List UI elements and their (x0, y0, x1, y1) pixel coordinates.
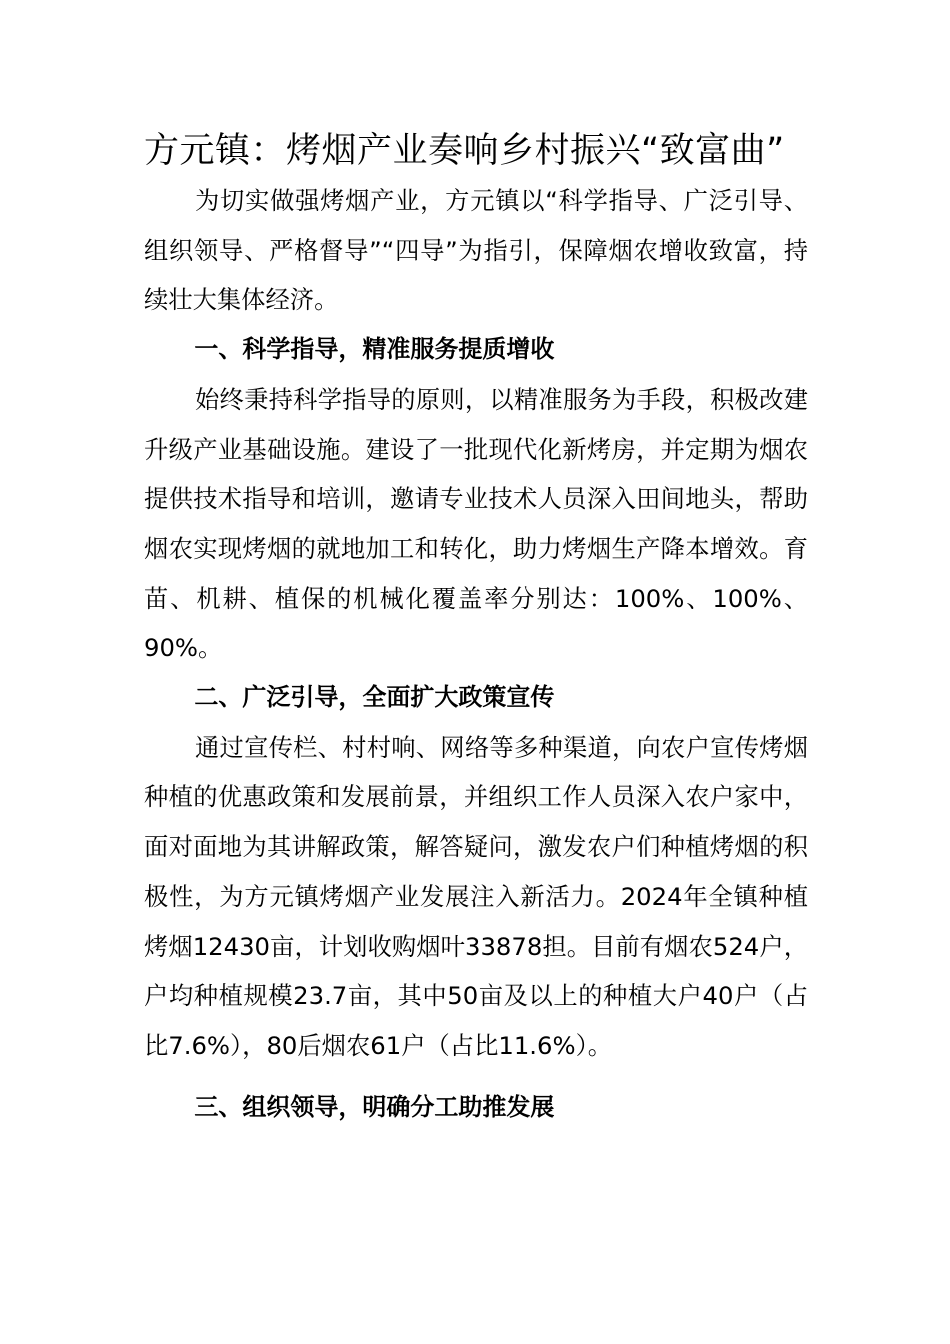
section-1-body: 始终秉持科学指导的原则，以精准服务为手段，积极改建升级产业基础设施。建设了一批现代化新烤房，并定期为烟农提供技术指导和培训，邀请专业技术人员深入田间地头，帮助烟农实现烤烟的就地加工和转化，助力烤烟生产降本增效。育苗、机耕、植保的机械化覆盖率分别达：100%、100%、90%。 (144, 384, 808, 663)
section-2-heading: 二、广泛引导，全面扩大政策宣传 (194, 683, 555, 712)
section-1-heading: 一、科学指导，精准服务提质增收 (194, 335, 555, 364)
intro-paragraph: 为切实做强烤烟产业，方元镇以“科学指导、广泛引导、组织领导、严格督导”“四导”为指引，保障烟农增收致富，持续壮大集体经济。 (144, 186, 808, 315)
section-2-body: 通过宣传栏、村村响、网络等多种渠道，向农户宣传烤烟种植的优惠政策和发展前景，并组织工作人员深入农户家中，面对面地为其讲解政策，解答疑问，激发农户们种植烤烟的积极性，为方元镇烤烟产业发展注入新活力。2024年全镇种植烤烟12430亩，计划收购烟叶33878担。目前有烟农524户，户均种植规模23.7亩，其中50亩及以上的种植大户40户（占比7.6%），80后烟农61户（占比11.6%）。 (144, 732, 808, 1060)
document-page (144, 128, 808, 1132)
article-title: 方元镇：烤烟产业奏响乡村振兴“致富曲” (144, 131, 785, 171)
section-3-heading: 三、组织领导，明确分工助推发展 (194, 1092, 555, 1121)
